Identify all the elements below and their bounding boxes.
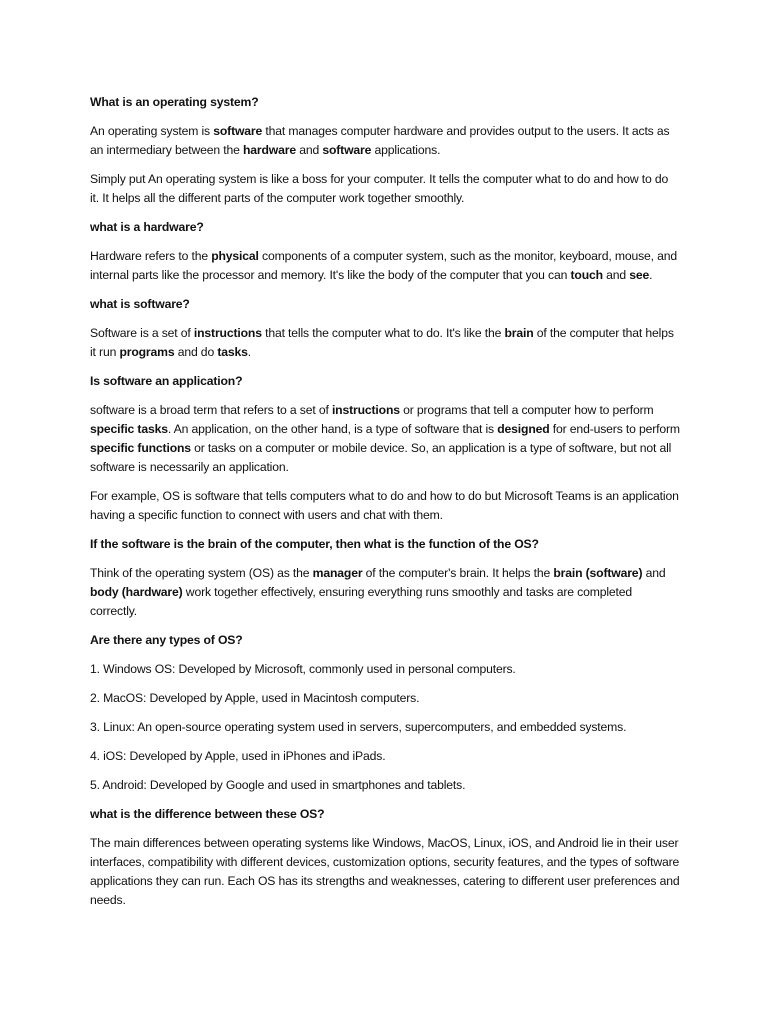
bold-term: physical xyxy=(211,249,259,263)
text-run: An operating system is xyxy=(90,124,214,138)
bold-term: brain (software) xyxy=(553,566,643,580)
bold-term: body (hardware) xyxy=(90,585,183,599)
text-run: Is software an application? xyxy=(90,374,243,388)
text-run: components of a computer system, such as the monitor, keyboard, mouse, and internal parts like the processor and memory. It's like the body of the computer that you can xyxy=(90,249,678,282)
body-paragraph xyxy=(90,660,680,679)
body-paragraph xyxy=(90,834,680,910)
text-run: 2. MacOS: Developed by Apple, used in Macintosh computers. xyxy=(90,691,420,705)
section-heading xyxy=(90,372,680,391)
bold-term: brain xyxy=(504,326,534,340)
body-paragraph xyxy=(90,718,680,737)
text-run: 5. Android: Developed by Google and used in smartphones and tablets. xyxy=(90,778,466,792)
bold-term: instructions xyxy=(331,403,400,417)
text-run: If the software is the brain of the computer, then what is the function of the OS? xyxy=(90,537,539,551)
text-run: or tasks on a computer or mobile device. So, an application is a type of software, but not all software is necessarily an application. xyxy=(90,441,672,474)
body-paragraph xyxy=(90,401,680,477)
text-run: and xyxy=(602,268,630,282)
bold-term: programs xyxy=(119,345,175,359)
text-run: what is a hardware? xyxy=(90,220,204,234)
bold-term: see xyxy=(629,268,650,282)
bold-term: specific tasks xyxy=(90,422,168,436)
text-run: Are there any types of OS? xyxy=(90,633,243,647)
body-paragraph xyxy=(90,122,680,160)
text-run: 4. iOS: Developed by Apple, used in iPhones and iPads. xyxy=(90,749,386,763)
text-run: and do xyxy=(174,345,218,359)
section-heading xyxy=(90,93,680,112)
text-run: For example, OS is software that tells computers what to do and how to do but Microsoft Teams is an application having a specific function to connect with users and chat with them. xyxy=(90,489,679,522)
text-run: Software is a set of xyxy=(90,326,194,340)
text-run: and xyxy=(295,143,323,157)
bold-term: software xyxy=(322,143,372,157)
bold-term: tasks xyxy=(217,345,248,359)
text-run: of the computer's brain. It helps the xyxy=(362,566,554,580)
document-page xyxy=(90,93,680,920)
text-run: what is software? xyxy=(90,297,190,311)
text-run: . An application, on the other hand, is a type of software that is xyxy=(167,422,498,436)
body-paragraph xyxy=(90,324,680,362)
bold-term: designed xyxy=(497,422,550,436)
body-paragraph xyxy=(90,564,680,621)
text-run: . xyxy=(247,345,251,359)
text-run: what is the difference between these OS? xyxy=(90,807,325,821)
bold-term: instructions xyxy=(193,326,262,340)
text-run: . xyxy=(649,268,653,282)
section-heading xyxy=(90,535,680,554)
body-paragraph xyxy=(90,487,680,525)
text-run: Simply put An operating system is like a boss for your computer. It tells the computer what to do and how to do it. It helps all the different parts of the computer work together smoothly. xyxy=(90,172,669,205)
section-heading xyxy=(90,295,680,314)
body-paragraph xyxy=(90,776,680,795)
text-run: 1. Windows OS: Developed by Microsoft, commonly used in personal computers. xyxy=(90,662,516,676)
text-run: of the computer that helps it run xyxy=(90,326,674,359)
section-heading xyxy=(90,631,680,650)
bold-term: touch xyxy=(570,268,603,282)
text-run: and xyxy=(642,566,666,580)
section-heading xyxy=(90,805,680,824)
bold-term: hardware xyxy=(242,143,296,157)
text-run: for end-users to perform xyxy=(549,422,680,436)
body-paragraph xyxy=(90,170,680,208)
body-paragraph xyxy=(90,747,680,766)
text-run: that tells the computer what to do. It's like the xyxy=(261,326,505,340)
text-run: 3. Linux: An open-source operating system used in servers, supercomputers, and embedded systems. xyxy=(90,720,627,734)
text-run: Think of the operating system (OS) as the xyxy=(90,566,313,580)
text-run: or programs that tell a computer how to perform xyxy=(399,403,654,417)
text-run: The main differences between operating systems like Windows, MacOS, Linux, iOS, and Android lie in their user interfaces, compatibility with different devices, customization options, security features, and the types of software applications they can run. Each OS has its strengths and weaknesses, catering to different user preferences and needs. xyxy=(90,836,680,907)
bold-term: software xyxy=(213,124,263,138)
body-paragraph xyxy=(90,689,680,708)
bold-term: specific functions xyxy=(90,441,191,455)
bold-term: manager xyxy=(312,566,363,580)
text-run: software is a broad term that refers to a set of xyxy=(90,403,332,417)
text-run: Hardware refers to the xyxy=(90,249,212,263)
text-run: work together effectively, ensuring everything runs smoothly and tasks are completed correctly. xyxy=(90,585,633,618)
body-paragraph xyxy=(90,247,680,285)
text-run: What is an operating system? xyxy=(90,95,259,109)
text-run: applications. xyxy=(371,143,441,157)
text-run: that manages computer hardware and provides output to the users. It acts as an intermediary between the xyxy=(90,124,670,157)
section-heading xyxy=(90,218,680,237)
